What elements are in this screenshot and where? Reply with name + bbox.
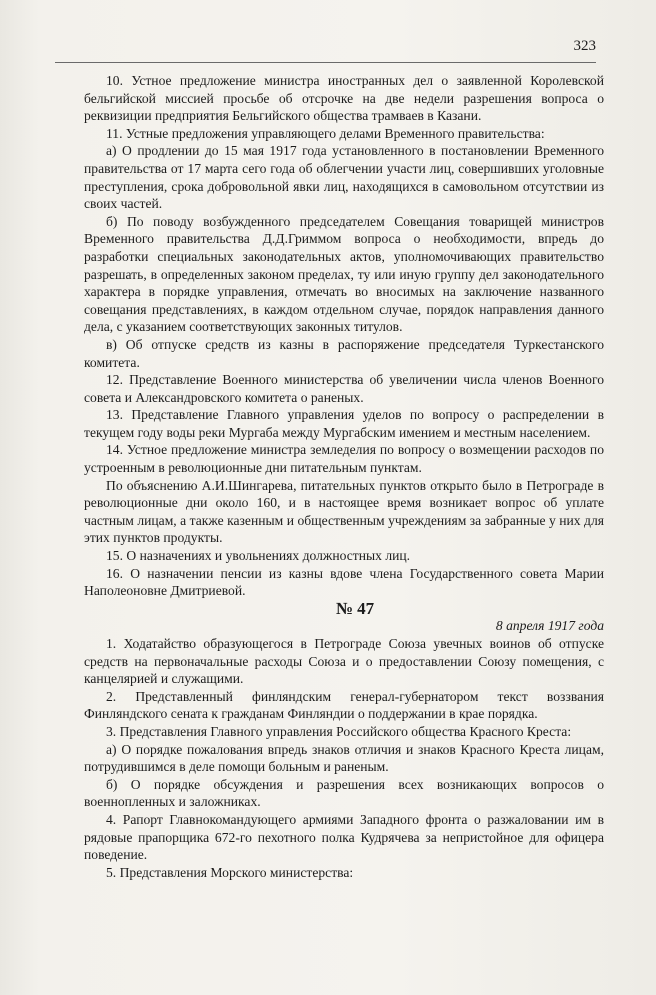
document-date: 8 апреля 1917 года [495,618,604,634]
paragraph: 13. Представление Главного управления уделов по вопросу о распределении в текущем году воды реки Мургаба между Мургабским имением и местным населением. [84,407,604,440]
paragraph: 12. Представление Военного министерства об увеличении числа членов Военного совета и Александровского комитета о раненых. [84,372,604,405]
paragraph: 16. О назначении пенсии из казны вдове члена Государственного совета Марии Наполеоновне Дмитриевой. [84,565,604,599]
paragraph: 11. Устные предложения управляющего делами Временного правительства: [106,125,545,141]
paragraph: 15. О назначениях и увольнениях должностных лиц. [106,548,411,564]
paragraph: 2. Представленный финляндским генерал-губернатором текст воззвания Финляндского сената к гражданам Финляндии о поддержании в крае порядка. [84,688,604,722]
paragraph: б) О порядке обсуждения и разрешения всех возникающих вопросов о военнопленных и заложниках. [84,776,604,810]
paragraph: По объяснению А.И.Шингарева, питательных пунктов открыто было в Петрограде в революционные дни около 160, и в настоящее время возникает вопрос об уплате частным лицам, а также казенным и общественным учреждениям за забранные у них для этих пунктов продукты. [84,477,604,546]
paragraph: а) О порядке пожалования впредь знаков отличия и знаков Красного Креста лицам, потрудившимся в деле помощи больным и раненым. [84,741,604,775]
paragraph: 3. Представления Главного управления Российского общества Красного Креста: [106,723,572,739]
paragraph: 14. Устное предложение министра земледелия по вопросу о возмещении расходов по устроенным в революционные дни питательным пунктам. [84,442,604,476]
document-number: № 47 [335,598,375,618]
paragraph: б) По поводу возбужденного председателем Совещания товарищей министров Временного правительства Д.Д.Гриммом вопроса о необходимости, впредь до разработки специальных законодательных актов, уполномочивающих правительство разрешать, в определенных законом пределах, ту или иную группу дел законодательного характера в порядке управления, отмечать во вносимых на заключение названного совещания представлениях, в каждом отдельном случае, порядок направления данного дела, с указанием соответствующих законных титулов. [84,213,604,335]
paragraph: 4. Рапорт Главнокомандующего армиями Западного фронта о разжаловании им в рядовые прапорщика 672-го пехотного полка Кудрячева за непристойное для офицера поведение. [84,811,604,863]
paragraph: 10. Устное предложение министра иностранных дел о заявленной Королевской бельгийской миссией просьбе об отсрочке на две недели разрешения вопроса о реквизиции предприятия Бельгийского общества трамваев в Казани. [84,73,604,124]
header-rule [55,62,596,63]
paragraph: в) Об отпуске средств из казны в распоряжение председателя Туркестанского комитета. [84,336,604,370]
paragraph: 1. Ходатайство образующегося в Петрограде Союза увечных воинов об отпуске средств на первоначальные расходы Союза и о предоставлении Союзу помещения, с канцелярией и служащими. [84,636,604,687]
paragraph: 5. Представления Морского министерства: [106,864,354,880]
document-body [84,72,604,881]
page-number: 323 [573,38,596,54]
paragraph: а) О продлении до 15 мая 1917 года установленного в постановлении Временного правительства от 17 марта сего года об облегчении участи лиц, совершивших уголовные преступления, срока добровольной явки лиц, находящихся в самовольном отсутствии из своих частей. [84,143,604,212]
